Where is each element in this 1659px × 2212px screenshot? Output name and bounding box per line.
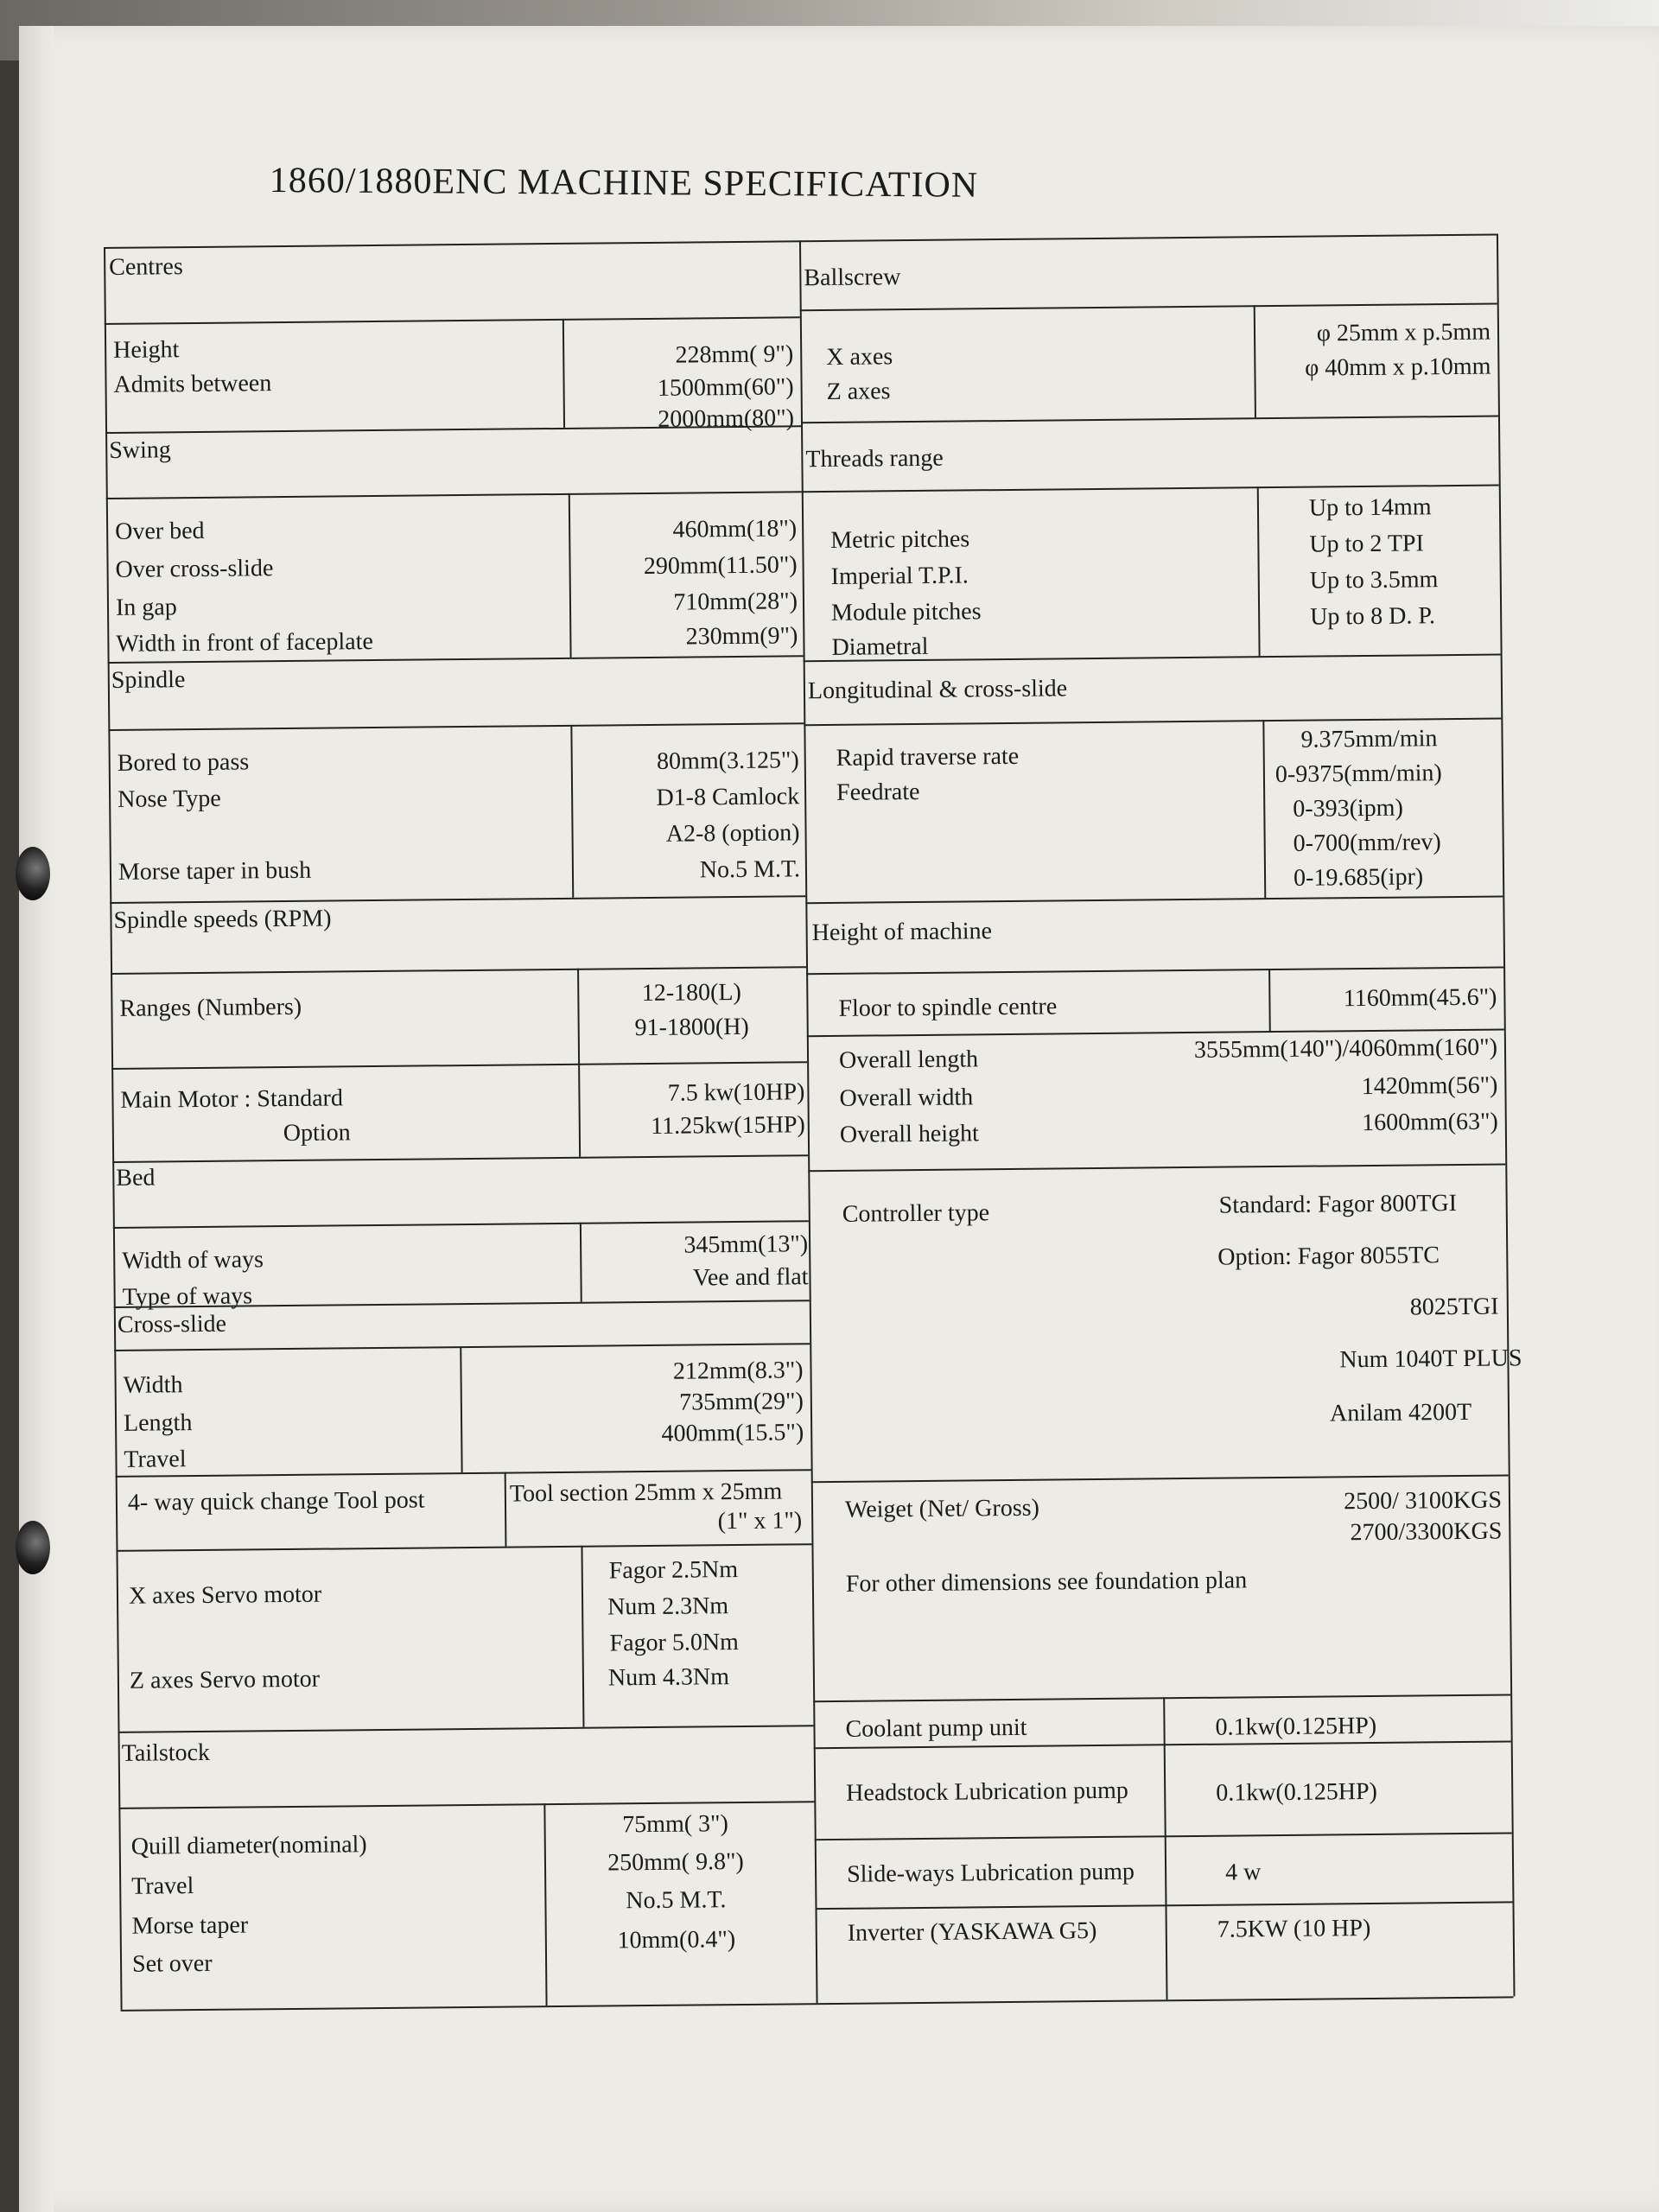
section-header-spindle-speeds: Spindle speeds (RPM) bbox=[113, 905, 332, 934]
spec-value: Up to 14mm bbox=[1308, 493, 1432, 522]
spec-label: Ranges (Numbers) bbox=[119, 993, 302, 1022]
spec-value: 212mm(8.3") bbox=[672, 1357, 804, 1385]
spec-value: 0-19.685(ipr) bbox=[1293, 863, 1424, 892]
spec-value: φ 40mm x p.10mm bbox=[1304, 353, 1491, 382]
row-line bbox=[108, 722, 804, 731]
row-line bbox=[113, 1220, 809, 1229]
footnote-text: For other dimensions see foundation plan bbox=[845, 1567, 1248, 1598]
section-header-tailstock: Tailstock bbox=[121, 1738, 211, 1767]
spec-value: 1600mm(63") bbox=[1362, 1108, 1498, 1137]
spec-label: Over cross-slide bbox=[115, 555, 274, 583]
section-header-threads: Threads range bbox=[805, 444, 944, 474]
spec-value: Anilam 4200T bbox=[1329, 1398, 1472, 1427]
spec-value: 75mm( 3") bbox=[622, 1810, 729, 1839]
row-line bbox=[116, 1543, 811, 1552]
spec-label: Rapid traverse rate bbox=[836, 742, 1020, 772]
spec-value: 91-1800(H) bbox=[634, 1013, 749, 1042]
spec-value: Option: Fagor 8055TC bbox=[1217, 1242, 1440, 1271]
row-line bbox=[110, 895, 805, 904]
spec-label: Main Motor : Standard bbox=[120, 1084, 344, 1114]
spec-value: Fagor 5.0Nm bbox=[609, 1629, 740, 1657]
spec-label: Z axes Servo motor bbox=[129, 1665, 321, 1694]
page-title: 1860/1880ENC MACHINE SPECIFICATION bbox=[269, 160, 979, 206]
spec-label: Z axes bbox=[826, 378, 891, 405]
row-line bbox=[112, 1154, 808, 1163]
spec-value: 2700/3300KGS bbox=[1350, 1517, 1503, 1547]
spec-value: Vee and flat bbox=[692, 1263, 809, 1292]
binder-ring-icon bbox=[16, 1521, 50, 1574]
spec-value: Up to 8 D. P. bbox=[1310, 602, 1436, 631]
spec-label: Set over bbox=[131, 1949, 213, 1978]
spec-label: Headstock Lubrication pump bbox=[846, 1777, 1128, 1807]
spec-value: 7.5 kw(10HP) bbox=[667, 1078, 805, 1107]
row-line bbox=[808, 1163, 1505, 1172]
spec-label: Type of ways bbox=[122, 1282, 253, 1311]
cell-divider bbox=[1163, 1697, 1167, 1999]
spec-value: 290mm(11.50") bbox=[643, 551, 798, 581]
spec-value: Up to 3.5mm bbox=[1309, 566, 1439, 594]
section-header-centres: Centres bbox=[109, 253, 183, 281]
spec-value: Num 2.3Nm bbox=[607, 1592, 729, 1621]
spec-value: Num 4.3Nm bbox=[607, 1663, 730, 1692]
row-line bbox=[805, 895, 1503, 904]
spec-label: Height bbox=[112, 336, 180, 364]
spec-label: Width bbox=[123, 1371, 183, 1399]
spec-label: Overall height bbox=[839, 1120, 979, 1148]
spec-value: D1-8 Camlock bbox=[656, 783, 800, 811]
spec-label: 4- way quick change Tool post bbox=[127, 1486, 425, 1516]
spec-label: Controller type bbox=[842, 1199, 990, 1228]
row-line bbox=[118, 1801, 814, 1809]
row-line bbox=[800, 303, 1497, 312]
spec-value: Fagor 2.5Nm bbox=[608, 1556, 739, 1585]
row-line bbox=[118, 1725, 813, 1733]
spec-value: 250mm( 9.8") bbox=[607, 1847, 744, 1877]
row-line bbox=[111, 966, 806, 975]
row-line bbox=[111, 1061, 807, 1070]
cell-divider bbox=[581, 1546, 584, 1727]
spec-value: 230mm(9") bbox=[685, 622, 798, 651]
spec-label: Overall width bbox=[839, 1084, 974, 1112]
section-header-height-machine: Height of machine bbox=[811, 918, 993, 947]
spec-value: Standard: Fagor 800TGI bbox=[1218, 1190, 1458, 1219]
table-border bbox=[1497, 234, 1516, 1997]
spec-value: 11.25kw(15HP) bbox=[651, 1111, 805, 1140]
spec-value: 2500/ 3100KGS bbox=[1344, 1486, 1503, 1516]
spec-value: 1160mm(45.6") bbox=[1343, 983, 1497, 1013]
spec-label: In gap bbox=[115, 594, 177, 621]
spec-value: 735mm(29") bbox=[679, 1388, 804, 1416]
spec-value: 4 w bbox=[1224, 1859, 1262, 1886]
spec-value: 8025TGI bbox=[1409, 1293, 1499, 1321]
spec-label: Slide-ways Lubrication pump bbox=[846, 1858, 1135, 1888]
section-header-longitudinal: Longitudinal & cross-slide bbox=[807, 675, 1068, 705]
row-line bbox=[813, 1694, 1510, 1702]
spec-value: 3555mm(140")/4060mm(160") bbox=[1193, 1033, 1498, 1064]
row-line bbox=[106, 491, 802, 499]
spec-value: 228mm( 9") bbox=[675, 340, 794, 369]
spec-label: Module pitches bbox=[830, 598, 982, 626]
spec-label: Diametral bbox=[831, 632, 929, 661]
spec-label: Length bbox=[123, 1409, 193, 1437]
spec-label: Floor to spindle centre bbox=[838, 993, 1058, 1022]
spec-label: Travel bbox=[124, 1446, 187, 1473]
spec-value: 1420mm(56") bbox=[1361, 1071, 1498, 1101]
cell-divider bbox=[505, 1472, 507, 1547]
spec-value: No.5 M.T. bbox=[626, 1886, 727, 1915]
row-line bbox=[815, 1832, 1512, 1840]
spec-value: 1500mm(60") bbox=[657, 373, 794, 402]
spec-table bbox=[104, 233, 1547, 2015]
spec-label: Metric pitches bbox=[830, 525, 970, 554]
spec-label: Option bbox=[283, 1119, 351, 1147]
spec-label: Overall length bbox=[838, 1046, 979, 1074]
spec-label: Inverter (YASKAWA G5) bbox=[847, 1917, 1097, 1947]
spec-value: 710mm(28") bbox=[673, 588, 798, 616]
spec-value: φ 25mm x p.5mm bbox=[1316, 318, 1491, 347]
spec-value: 0-9375(mm/min) bbox=[1274, 760, 1442, 789]
row-line bbox=[815, 1901, 1512, 1910]
spec-value: 80mm(3.125") bbox=[656, 747, 799, 775]
spec-label: Nose Type bbox=[117, 785, 221, 813]
spec-value: 400mm(15.5") bbox=[661, 1419, 804, 1447]
spec-value: 0.1kw(0.125HP) bbox=[1216, 1777, 1378, 1807]
spec-label: Coolant pump unit bbox=[845, 1713, 1027, 1743]
spec-label: Imperial T.P.I. bbox=[830, 562, 969, 590]
spec-label: Feedrate bbox=[836, 778, 920, 806]
section-header-ballscrew: Ballscrew bbox=[804, 264, 901, 292]
spec-value: 12-180(L) bbox=[641, 978, 741, 1007]
spec-value: Num 1040T PLUS bbox=[1339, 1344, 1522, 1374]
row-line bbox=[806, 966, 1503, 975]
binder-ring-icon bbox=[16, 847, 50, 900]
spec-label: X axes bbox=[826, 343, 893, 371]
section-header-bed: Bed bbox=[116, 1164, 156, 1192]
spec-value: Up to 2 TPI bbox=[1309, 530, 1425, 558]
spec-label: Admits between bbox=[113, 370, 272, 398]
spec-label: Travel bbox=[131, 1872, 194, 1900]
spec-value: 2000mm(80") bbox=[658, 404, 795, 433]
spec-label: Bored to pass bbox=[117, 748, 250, 777]
row-line bbox=[801, 416, 1498, 424]
cell-divider bbox=[1262, 720, 1266, 898]
section-header-swing: Swing bbox=[109, 436, 171, 464]
spec-label: Over bed bbox=[115, 517, 205, 545]
spec-value: (1" x 1") bbox=[717, 1507, 803, 1535]
spec-label: Morse taper in bush bbox=[118, 856, 312, 886]
row-line bbox=[811, 1474, 1509, 1483]
spec-value: Tool section 25mm x 25mm bbox=[509, 1478, 783, 1508]
spec-value: 0-700(mm/rev) bbox=[1293, 829, 1441, 857]
spec-value: No.5 M.T. bbox=[699, 855, 801, 884]
cell-divider bbox=[1257, 486, 1261, 656]
spec-value: 9.375mm/min bbox=[1300, 725, 1438, 753]
spec-value: 345mm(13") bbox=[683, 1230, 809, 1259]
spec-label: Morse taper bbox=[131, 1911, 249, 1940]
spec-value: 7.5KW (10 HP) bbox=[1217, 1915, 1371, 1943]
row-line bbox=[105, 316, 800, 325]
section-header-cross-slide: Cross-slide bbox=[117, 1310, 227, 1338]
page-binding-edge bbox=[19, 26, 54, 2212]
spec-value: A2-8 (option) bbox=[665, 819, 800, 848]
spec-label: Quill diameter(nominal) bbox=[130, 1831, 367, 1860]
spec-value: 10mm(0.4") bbox=[617, 1926, 736, 1955]
spec-value: 0-393(ipm) bbox=[1293, 794, 1403, 823]
row-line bbox=[802, 485, 1499, 493]
spec-label: X axes Servo motor bbox=[128, 1580, 322, 1610]
section-header-spindle: Spindle bbox=[111, 666, 186, 694]
row-line bbox=[114, 1343, 810, 1351]
spec-value: 460mm(18") bbox=[672, 515, 798, 543]
spec-label: Width of ways bbox=[122, 1246, 264, 1274]
spec-label: Weiget (Net/ Gross) bbox=[844, 1494, 1040, 1523]
spec-label: Width in front of faceplate bbox=[116, 628, 373, 658]
spec-value: 0.1kw(0.125HP) bbox=[1215, 1712, 1377, 1741]
row-line bbox=[116, 1469, 811, 1478]
